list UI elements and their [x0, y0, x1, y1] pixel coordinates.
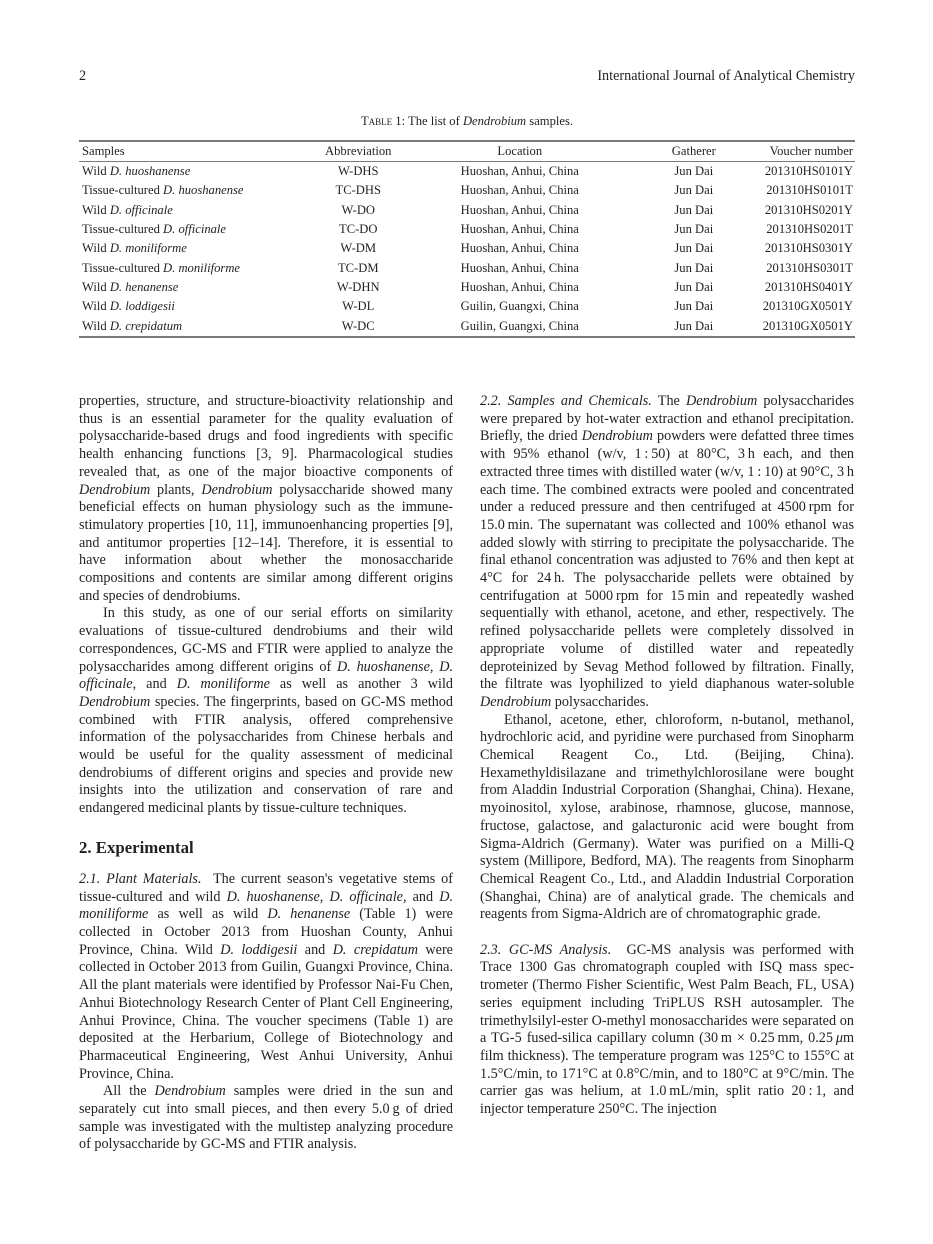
cell-voucher: 201310HS0101Y [764, 164, 853, 179]
text-run: The current season's vegetative stems of tissue-cultured and wild [79, 870, 453, 905]
text-run: as well as another 3 wild [269, 676, 453, 693]
subsection-paragraph [79, 871, 453, 1083]
italic-term: Dendrobium [480, 693, 552, 710]
cell-abbreviation: W-DHS [337, 164, 379, 179]
italic-term: Dendrobium [79, 481, 151, 498]
cell-gatherer: Jun Dai [674, 202, 714, 217]
caption-text: The list of [405, 114, 463, 128]
cell-location: Huoshan, Anhui, China [460, 183, 579, 198]
text-run: powders were defatted three times with 95% ethanol (w/v, 1 : 50) at 80°C, 3 h each, and then extracted three times with distilled water (w/v, 1 : 10) at 90°C, 3 h each time. The combined extracts were pooled and concentrated under a reduced pressure and then centrifuged at 4500 rpm for 15.0 min. The supernatant was collected and 100% ethanol was added slowly with stirring to precipitate the polysaccharide. The final ethanol concentration was adjusted to 76% and then kept at 4°C for 24 h. The polysaccharide pellets were obtained by centrifugation at 5000 rpm for 15 min and repeatedly washed sequentially with ethanol, acetone, and ether, respectively. The refined polysaccharide pellets were completely dissolved in appropriate volume of distilled water and repeatedly deproteinized by Sevag Method followed by filtration. Finally, the filtrate was lyophilized to yield diaphanous water-soluble [480, 428, 854, 693]
cell-location: Huoshan, Anhui, China [460, 241, 579, 256]
cell-abbreviation: W-DL [342, 299, 375, 314]
cell-voucher: 201310GX0501Y [762, 299, 853, 314]
sample-origin: Wild [82, 299, 110, 314]
cell-gatherer: Jun Dai [674, 164, 714, 179]
text-run: (Table 1) were collected in October 2013 from Huoshan County, Anhui Province, China. Wild [79, 906, 453, 958]
cell-location: Huoshan, Anhui, China [460, 202, 579, 217]
paragraph [79, 393, 453, 605]
italic-term: Dendrobium [154, 1083, 226, 1100]
table-header-row [79, 141, 855, 162]
cell-gatherer: Jun Dai [674, 241, 714, 256]
sample-species: D. moniliforme [109, 241, 187, 256]
italic-term: Dendrobium [201, 481, 273, 498]
italic-term: D. officinale [79, 658, 454, 693]
sample-origin: Wild [82, 164, 110, 179]
text-run: GC-MS analysis was performed with Trace 1300 Gas chromatograph coupled with ISQ mass spectrometer (Thermo Fisher Scientific, West Palm Beach, FL, USA) series equipment including TriPLUS RSH autosampler. The trimethylsilyl-ester O-methyl monosaccharides were separated on a TG-5 fused-silica capillary column (30 m × 0.25 mm, 0.25 [480, 941, 855, 1047]
cell-location: Huoshan, Anhui, China [460, 164, 579, 179]
caption-genus: Dendrobium [462, 114, 527, 128]
cell-abbreviation: W-DHN [336, 279, 380, 294]
sample-origin: Wild [82, 241, 110, 256]
cell-location: Huoshan, Anhui, China [460, 279, 579, 294]
cell-abbreviation: W-DM [340, 241, 377, 256]
sample-species: D. loddigesii [109, 299, 175, 314]
cell-location: Guilin, Guangxi, China [460, 299, 579, 314]
cell-sample [79, 278, 306, 297]
cell-abbreviation: W-DC [341, 318, 375, 333]
col-header-samples: Samples [79, 141, 306, 162]
paragraph [79, 1083, 453, 1154]
text-run: m film thickness). The temperature program was 125°C to 155°C at 1.5°C/min, to 171°C at 0.8°C/min, and to 180°C at 9°C/min. The carrier gas was helium, at 1.0 mL/min, split ratio 20 : 1, and injector temperature 250°C. The injection [480, 1030, 854, 1118]
sample-species: D. crepidatum [109, 318, 183, 333]
italic-term: D. crepidatum [332, 941, 418, 958]
section-heading: 2. Experimental [79, 837, 194, 857]
col-header-location: Location [411, 141, 629, 162]
sample-species: D. huoshanense [163, 183, 244, 198]
left-column [79, 393, 453, 1154]
cell-abbreviation: W-DO [341, 202, 376, 217]
subsection-paragraph [480, 942, 854, 1119]
text-run: were collected in October 2013 from Guilin, Guangxi Province, China. All the plant materials were identified by Professor Nai-Fu Chen, Anhui Biotechnology Research Center of Plant Cell Engineering, Anhui Province, China. The voucher specimens (Table 1) are deposited at the Herbarium, College of Biotechnology and Pharmaceutical Engineering, West Anhui University, Anhui Province, China. [79, 941, 453, 1082]
table-row [79, 297, 855, 316]
sample-origin: Wild [82, 279, 110, 294]
cell-sample [79, 181, 306, 200]
cell-gatherer: Jun Dai [674, 183, 714, 198]
cell-voucher: 201310HS0201T [766, 222, 853, 237]
cell-gatherer: Jun Dai [674, 318, 714, 333]
italic-term: Dendrobium [686, 393, 758, 409]
table-row [79, 239, 855, 258]
paragraph-body [79, 871, 453, 1082]
text-run: , and [132, 676, 177, 693]
sample-origin: Wild [82, 202, 110, 217]
table-row [79, 258, 855, 277]
cell-gatherer: Jun Dai [674, 279, 714, 294]
sample-species: D. moniliforme [163, 260, 241, 275]
cell-sample [79, 220, 306, 239]
italic-term: Dendrobium [79, 693, 151, 710]
paragraph-body [480, 942, 854, 1117]
cell-voucher: 201310HS0401Y [764, 279, 853, 294]
table-row [79, 316, 855, 336]
subsection-title: 2.1. Plant Materials. [79, 870, 202, 887]
samples-table-wrapper [79, 140, 855, 338]
table-row [79, 201, 855, 220]
page-number: 2 [79, 68, 87, 84]
cell-sample [79, 239, 306, 258]
cell-location: Huoshan, Anhui, China [460, 260, 579, 275]
cell-voucher: 201310GX0501Y [762, 318, 853, 333]
italic-term: D. officinale [329, 888, 403, 905]
text-run: and [297, 941, 333, 958]
subsection-title: 2.2. Samples and Chemicals. [480, 393, 652, 409]
col-header-abbreviation: Abbreviation [306, 141, 411, 162]
cell-sample [79, 201, 306, 220]
cell-sample [79, 258, 306, 277]
paragraph-body [480, 393, 854, 710]
cell-gatherer: Jun Dai [674, 222, 714, 237]
table-row [79, 278, 855, 297]
cell-gatherer: Jun Dai [674, 260, 714, 275]
text-run: , [429, 658, 440, 675]
text-run: , and [402, 888, 440, 905]
cell-location: Huoshan, Anhui, China [460, 222, 579, 237]
sample-species: D. henanense [109, 279, 179, 294]
cell-gatherer: Jun Dai [674, 299, 714, 314]
cell-location: Guilin, Guangxi, China [460, 318, 579, 333]
sample-species: D. officinale [109, 202, 173, 217]
caption-text-end: samples. [526, 114, 574, 128]
paragraph [79, 605, 453, 817]
italic-term: D. huoshanense [336, 658, 430, 675]
journal-title: International Journal of Analytical Chemistry [597, 68, 855, 84]
cell-voucher: 201310HS0301T [766, 260, 853, 275]
text-run: as well as wild [148, 906, 268, 923]
cell-voucher: 201310HS0101T [766, 183, 853, 198]
text-run: properties, structure, and structure-bioactivity relationship and thus is an essential parameter for the quality evaluation of polysaccharide-based drugs and food ingredients with specific health enhancing functions [3, 9]. Pharmacological studies revealed that, as one of the major bioactive components of [79, 393, 453, 480]
text-run: polysaccharides were prepared by hot-water extraction and ethanol precipitation. Briefly, the dried [480, 393, 855, 445]
text-run: , [319, 888, 330, 905]
italic-term: D. moniliforme [176, 676, 270, 693]
cell-sample [79, 297, 306, 316]
cell-abbreviation: TC-DM [337, 260, 379, 275]
table-row [79, 220, 855, 239]
italic-term: D. moniliforme [79, 888, 454, 923]
cell-abbreviation: TC-DHS [335, 183, 381, 198]
text-run: species. The fingerprints, based on GC-MS method combined with FTIR analysis, offered comprehensive information of the polysaccharides from Chinese herbals and would be useful for the quality assessment of medicinal dendrobiums of different origins and species and provide new insights into the utilization and conservation of rare and endangered medicinal plants by tissue-culture techniques. [79, 693, 453, 817]
sample-origin: Tissue-cultured [82, 183, 164, 198]
italic-term: D. loddigesii [220, 941, 298, 958]
italic-term: μ [835, 1030, 843, 1047]
col-header-gatherer: Gatherer [629, 141, 759, 162]
table-row [79, 162, 855, 182]
paragraph [480, 712, 854, 924]
cell-voucher: 201310HS0301Y [764, 241, 853, 256]
cell-voucher: 201310HS0201Y [764, 202, 853, 217]
text-run: In this study, as one of our serial efforts on similarity evaluations of tissue-cultured dendrobiums and their wild correspondences, GC-MS and FTIR were applied to analyze the polysaccharides among different origins of [79, 605, 453, 675]
table-label: Table 1: [360, 114, 406, 128]
text-run: polysaccharides. [551, 693, 649, 710]
table-caption [79, 113, 855, 129]
italic-term: D. huoshanense [226, 888, 320, 905]
subsection-title: 2.3. GC-MS Analysis. [480, 941, 612, 958]
cell-sample [79, 316, 306, 336]
text-run: The [657, 393, 687, 409]
sample-origin: Tissue-cultured [82, 260, 164, 275]
right-column [480, 393, 854, 1119]
text-run: Ethanol, acetone, ether, chloroform, n-butanol, methanol, hydrochloric acid, and pyridine were purchased from Sinopharm Chemical Reagent Co., Ltd. (Beijing, China). Hexamethyldisilazane and trimethylchlorosilane were bought from Aladdin Industrial Corporation (Shanghai, China). Hexane, myoinositol, xylose, arabinose, rhamnose, glucose, mannose, fructose, galactose, and galacturonic acid were bought from Sigma-Aldrich (Germany). Water was purified on a Milli-Q system (Millipore, Bedford, MA). The reagents from Sinopharm Chemical Reagent Co., Ltd., and Aladdin Industrial Corporation (Shanghai, China) are of analytical grade. The chemicals and reagents from Sigma-Aldrich are of chromatographic grade. [480, 711, 854, 923]
sample-origin: Tissue-cultured [82, 222, 164, 237]
sample-origin: Wild [82, 318, 110, 333]
cell-abbreviation: TC-DO [339, 222, 378, 237]
text-run: polysaccharide showed many beneficial effects on human physiology such as the immune-stimulatory properties [10, 11], immunoenhancing properties [9], and antitumor properties [12–14]. Therefore, it is essential to have information about whether the monosaccharide compositions and contents are similar among different origins and species of dendrobiums. [79, 481, 454, 604]
samples-table [79, 140, 855, 338]
subsection-paragraph [480, 393, 854, 712]
text-run: All the [103, 1083, 155, 1100]
text-run: plants, [150, 481, 202, 498]
table-row [79, 181, 855, 200]
sample-species: D. officinale [163, 222, 227, 237]
italic-term: D. henanense [267, 906, 351, 923]
sample-species: D. huoshanense [109, 164, 191, 179]
col-header-voucher: Voucher number [759, 141, 855, 162]
italic-term: Dendrobium [581, 428, 653, 445]
text-run: samples were dried in the sun and separately cut into small pieces, and then every 5.0 g of dried sample was investigated with the multistep analyzing procedure of polysaccharide by GC-MS and FTIR analysis. [79, 1083, 454, 1153]
cell-sample [79, 162, 306, 182]
